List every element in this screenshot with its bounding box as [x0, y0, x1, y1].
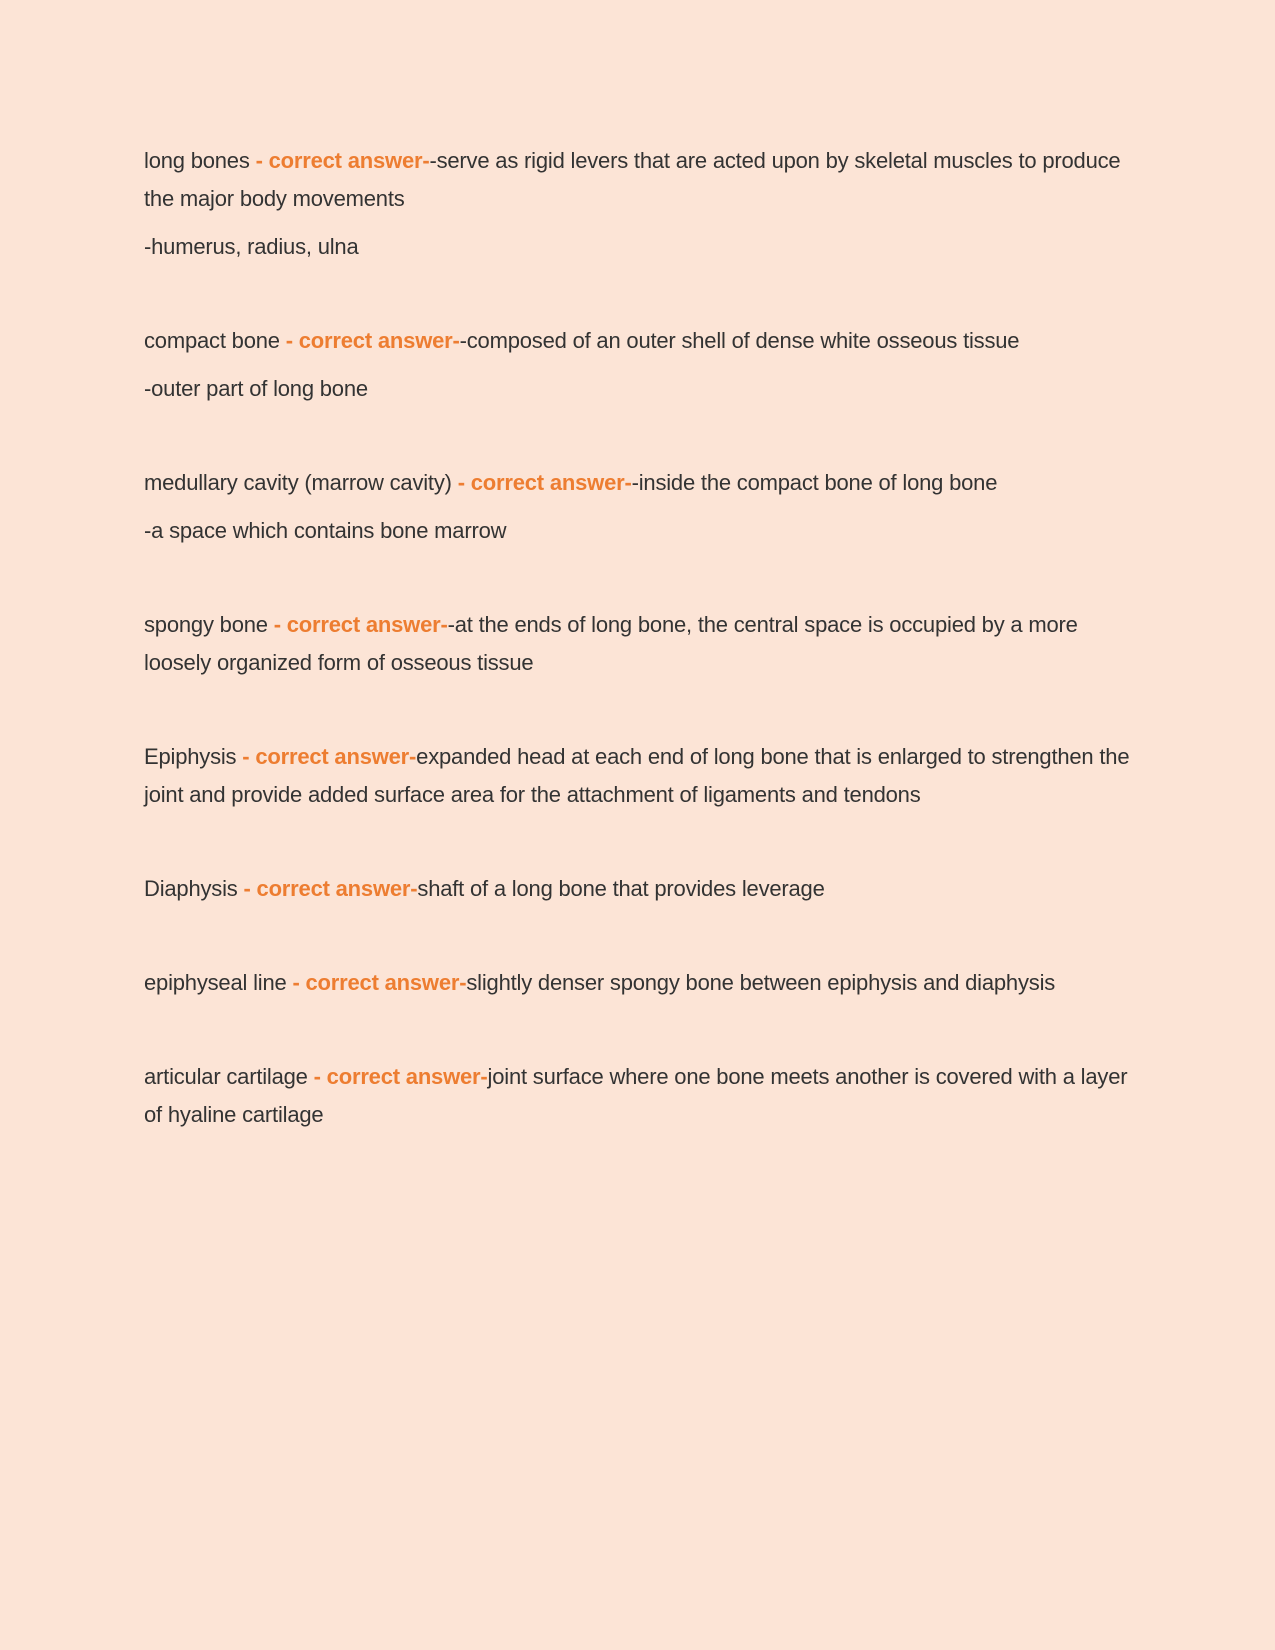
card-entry [144, 464, 1131, 502]
card-definition: -composed of an outer shell of dense white osseous tissue [459, 328, 1020, 353]
flashcard [144, 464, 1131, 550]
flashcard [144, 738, 1131, 814]
flashcard [144, 1058, 1131, 1134]
card-definition: expanded head at each end of long bone that is enlarged to strengthen the joint and provide added surface area for the attachment of ligaments and tendons [144, 744, 1130, 807]
card-term: medullary cavity (marrow cavity) [144, 470, 452, 495]
card-term: Diaphysis [144, 876, 238, 901]
card-entry [144, 870, 1131, 908]
card-entry [144, 322, 1131, 360]
flashcard [144, 964, 1131, 1002]
card-definition: -serve as rigid levers that are acted upon by skeletal muscles to produce the major body movements [144, 148, 1121, 211]
correct-answer-marker: - correct answer- [457, 470, 632, 495]
card-entry [144, 142, 1131, 218]
card-entry [144, 738, 1131, 814]
card-definition: -at the ends of long bone, the central space is occupied by a more loosely organized form of osseous tissue [144, 612, 1078, 675]
card-entry [144, 1058, 1131, 1134]
card-term: articular cartilage [144, 1064, 308, 1089]
flashcard [144, 322, 1131, 408]
correct-answer-marker: - correct answer- [255, 148, 430, 173]
card-entry [144, 606, 1131, 682]
card-definition: -inside the compact bone of long bone [631, 470, 998, 495]
correct-answer-marker: - correct answer- [242, 744, 417, 769]
flashcard [144, 142, 1131, 266]
card-term: spongy bone [144, 612, 268, 637]
correct-answer-marker: - correct answer- [285, 328, 460, 353]
card-term: Epiphysis [144, 744, 237, 769]
correct-answer-marker: - correct answer- [273, 612, 448, 637]
card-term: long bones [144, 148, 250, 173]
correct-answer-marker: - correct answer- [292, 970, 467, 995]
flashcard [144, 870, 1131, 908]
card-definition: shaft of a long bone that provides leverage [417, 876, 825, 901]
flashcard [144, 606, 1131, 682]
card-note: -a space which contains bone marrow [144, 518, 507, 543]
card-definition: joint surface where one bone meets another is covered with a layer of hyaline cartilage [144, 1064, 1128, 1127]
card-term: compact bone [144, 328, 280, 353]
card-term: epiphyseal line [144, 970, 287, 995]
correct-answer-marker: - correct answer- [243, 876, 418, 901]
card-note: -humerus, radius, ulna [144, 234, 359, 259]
card-definition: slightly denser spongy bone between epiphysis and diaphysis [466, 970, 1056, 995]
card-entry [144, 964, 1131, 1002]
correct-answer-marker: - correct answer- [313, 1064, 488, 1089]
card-note: -outer part of long bone [144, 376, 368, 401]
